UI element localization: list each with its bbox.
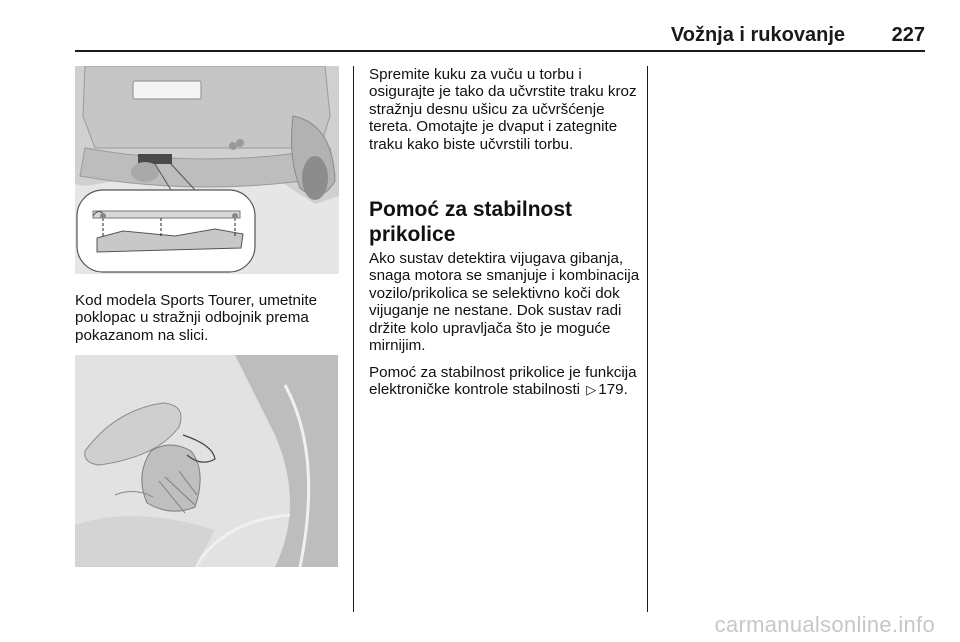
section-heading-trailer-stability: Pomoć za stabilnost prikolice xyxy=(369,198,573,246)
reference-text: Pomoć za stabilnost prikolice je funkcija elektroničke kontrole stabilnosti xyxy=(369,364,637,399)
column-divider-right xyxy=(647,66,648,612)
rear-bumper-cover-figure xyxy=(75,66,339,274)
column-divider-left xyxy=(353,66,354,612)
tow-hook-bag-figure xyxy=(75,355,338,567)
page-number: 227 xyxy=(891,24,925,46)
header-rule xyxy=(75,50,925,52)
caption-sports-tourer: Kod modela Sports Tourer, umetnite poklopac u stražnji odbojnik prema pokazanom na slici. xyxy=(75,292,318,344)
watermark: carmanualsonline.info xyxy=(714,612,935,637)
paragraph-tow-hook-storage: Spremite kuku za vuču u torbu i osigurajte je tako da učvrstite traku kroz stražnju desnu ušicu za učvršćenje tereta. Omotajte je dvaput i zategnite traku kako biste učvrstili torbu. xyxy=(369,66,637,153)
paragraph-trailer-stability-reference xyxy=(369,364,641,399)
arrow-reference-icon: ▷ xyxy=(586,382,597,398)
page-header-title: Vožnja i rukovanje xyxy=(670,24,845,46)
reference-page-link[interactable]: 179. xyxy=(598,381,628,399)
paragraph-trailer-stability-description: Ako sustav detektira vijugava gibanja, snaga motora se smanjuje i kombinacija vozilo/prikolica se selektivno koči dok vijuganje ne nestane. Dok sustav radi držite kolo upravljača što je moguće mirnijim. xyxy=(369,250,640,355)
